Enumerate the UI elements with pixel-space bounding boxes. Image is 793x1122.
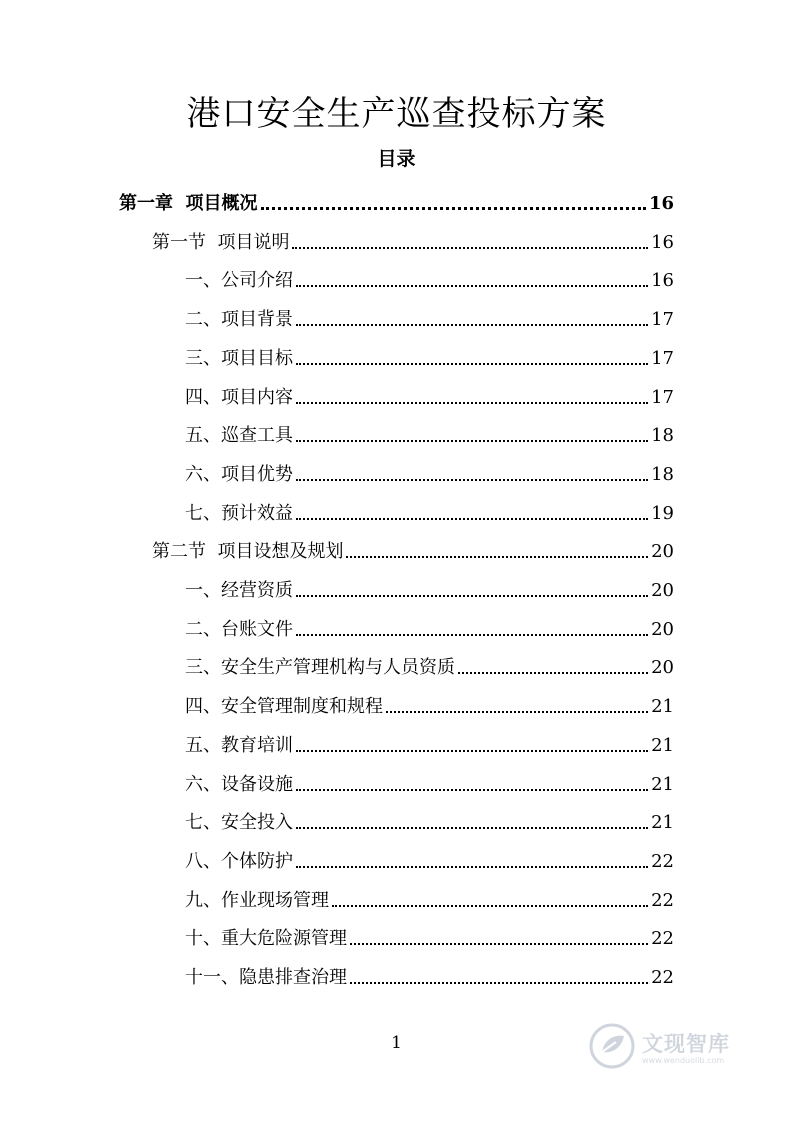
toc-entry[interactable]	[185, 951, 674, 989]
toc-entry[interactable]	[185, 293, 674, 331]
toc-dot-leader	[296, 285, 648, 287]
toc-dot-leader	[296, 827, 648, 829]
toc-entry-label: 七、安全投入	[185, 812, 293, 834]
toc-entry-label: 第一节 项目说明	[152, 231, 290, 253]
toc-dot-leader	[296, 402, 648, 404]
toc-dot-leader	[458, 672, 648, 674]
toc-entry-label: 三、安全生产管理机构与人员资质	[185, 657, 455, 679]
toc-entry-label: 一、经营资质	[185, 580, 293, 601]
toc-entry[interactable]	[185, 487, 674, 525]
document-title: 港口安全生产巡查投标方案	[186, 94, 607, 134]
toc-dot-leader	[296, 324, 648, 326]
toc-dot-leader	[350, 982, 648, 984]
toc-dot-leader	[332, 905, 648, 907]
toc-entry[interactable]	[152, 216, 674, 254]
toc-entry-page: 22	[651, 967, 674, 988]
toc-entry-label: 二、项目背景	[185, 309, 293, 331]
toc-heading: 目录	[377, 148, 416, 170]
toc-entry[interactable]	[185, 371, 674, 409]
toc-entry-page: 22	[651, 928, 674, 950]
toc-entry-page: 20	[651, 541, 674, 563]
toc-entry-label: 九、作业现场管理	[185, 889, 329, 911]
toc-entry-page: 16	[651, 270, 674, 292]
toc-entry-page: 16	[648, 193, 674, 214]
toc-entry[interactable]	[152, 525, 674, 563]
toc-entry-label: 五、教育培训	[185, 734, 293, 756]
toc-dot-leader	[350, 943, 648, 945]
toc-entry-page: 20	[651, 618, 674, 640]
toc-dot-leader	[296, 518, 648, 520]
toc-entry-page: 18	[651, 463, 674, 485]
toc-entry[interactable]	[185, 448, 674, 486]
toc-entry-page: 18	[651, 425, 674, 447]
toc-entry[interactable]	[185, 409, 674, 447]
toc-entry-label: 六、项目优势	[185, 463, 293, 485]
toc-entry[interactable]	[185, 874, 674, 912]
toc-dot-leader	[296, 789, 648, 791]
toc-dot-leader	[296, 866, 648, 868]
toc-entry-page: 21	[651, 734, 674, 756]
toc-entry[interactable]	[185, 835, 674, 873]
toc-entry-label: 六、设备设施	[185, 773, 293, 795]
toc-dot-leader	[296, 595, 648, 597]
toc-dot-leader	[386, 711, 648, 713]
toc-entry[interactable]	[185, 603, 674, 641]
watermark	[588, 1018, 758, 1074]
toc-entry-label: 第一章 项目概况	[119, 193, 258, 214]
page-number: 1	[391, 1033, 402, 1053]
toc-dot-leader	[261, 207, 646, 210]
toc-entry[interactable]	[185, 680, 674, 718]
toc-entry-label: 二、台账文件	[185, 618, 293, 640]
toc-entry[interactable]	[185, 564, 674, 602]
watermark-url: www.wenduolib.com	[642, 1055, 725, 1065]
toc-entry-label: 五、巡查工具	[185, 425, 293, 447]
toc-dot-leader	[292, 247, 648, 249]
toc-entry[interactable]	[185, 758, 674, 796]
toc-entry-label: 第二节 项目设想及规划	[152, 541, 344, 563]
toc-entry-page: 21	[651, 696, 674, 718]
toc-entry-page: 21	[651, 773, 674, 795]
toc-entry-page: 17	[651, 347, 674, 369]
toc-dot-leader	[296, 479, 648, 481]
watermark-name: 文现智库	[642, 1031, 730, 1056]
toc-entry-label: 七、预计效益	[185, 502, 293, 524]
toc-entry[interactable]	[185, 332, 674, 370]
toc-dot-leader	[296, 440, 648, 442]
toc-entry-page: 20	[651, 580, 674, 601]
toc-entry-label: 四、项目内容	[185, 386, 293, 408]
toc-entry-page: 20	[651, 657, 674, 679]
toc-entry-page: 21	[651, 812, 674, 834]
toc-entry-label: 八、个体防护	[185, 850, 293, 872]
toc-entry-label: 一、公司介绍	[185, 270, 293, 292]
toc-entry-page: 22	[651, 850, 674, 872]
toc-dot-leader	[296, 634, 648, 636]
toc-entry-page: 16	[651, 231, 674, 253]
toc-entry[interactable]	[185, 912, 674, 950]
toc-entry-label: 十一、隐患排查治理	[185, 967, 347, 988]
toc-entry[interactable]	[119, 177, 674, 215]
toc-dot-leader	[296, 363, 648, 365]
toc-entry[interactable]	[185, 641, 674, 679]
toc-entry-label: 十、重大危险源管理	[185, 928, 347, 950]
toc-entry-page: 19	[651, 502, 674, 524]
leaf-logo-icon	[588, 1022, 636, 1070]
toc-entry-page: 22	[651, 889, 674, 911]
toc-entry[interactable]	[185, 796, 674, 834]
toc-dot-leader	[346, 556, 648, 558]
toc-dot-leader	[296, 750, 648, 752]
toc-entry[interactable]	[185, 719, 674, 757]
toc-entry[interactable]	[185, 254, 674, 292]
toc-entry-label: 四、安全管理制度和规程	[185, 696, 383, 718]
toc-entry-page: 17	[651, 309, 674, 331]
toc-entry-label: 三、项目目标	[185, 347, 293, 369]
toc-entry-page: 17	[651, 386, 674, 408]
